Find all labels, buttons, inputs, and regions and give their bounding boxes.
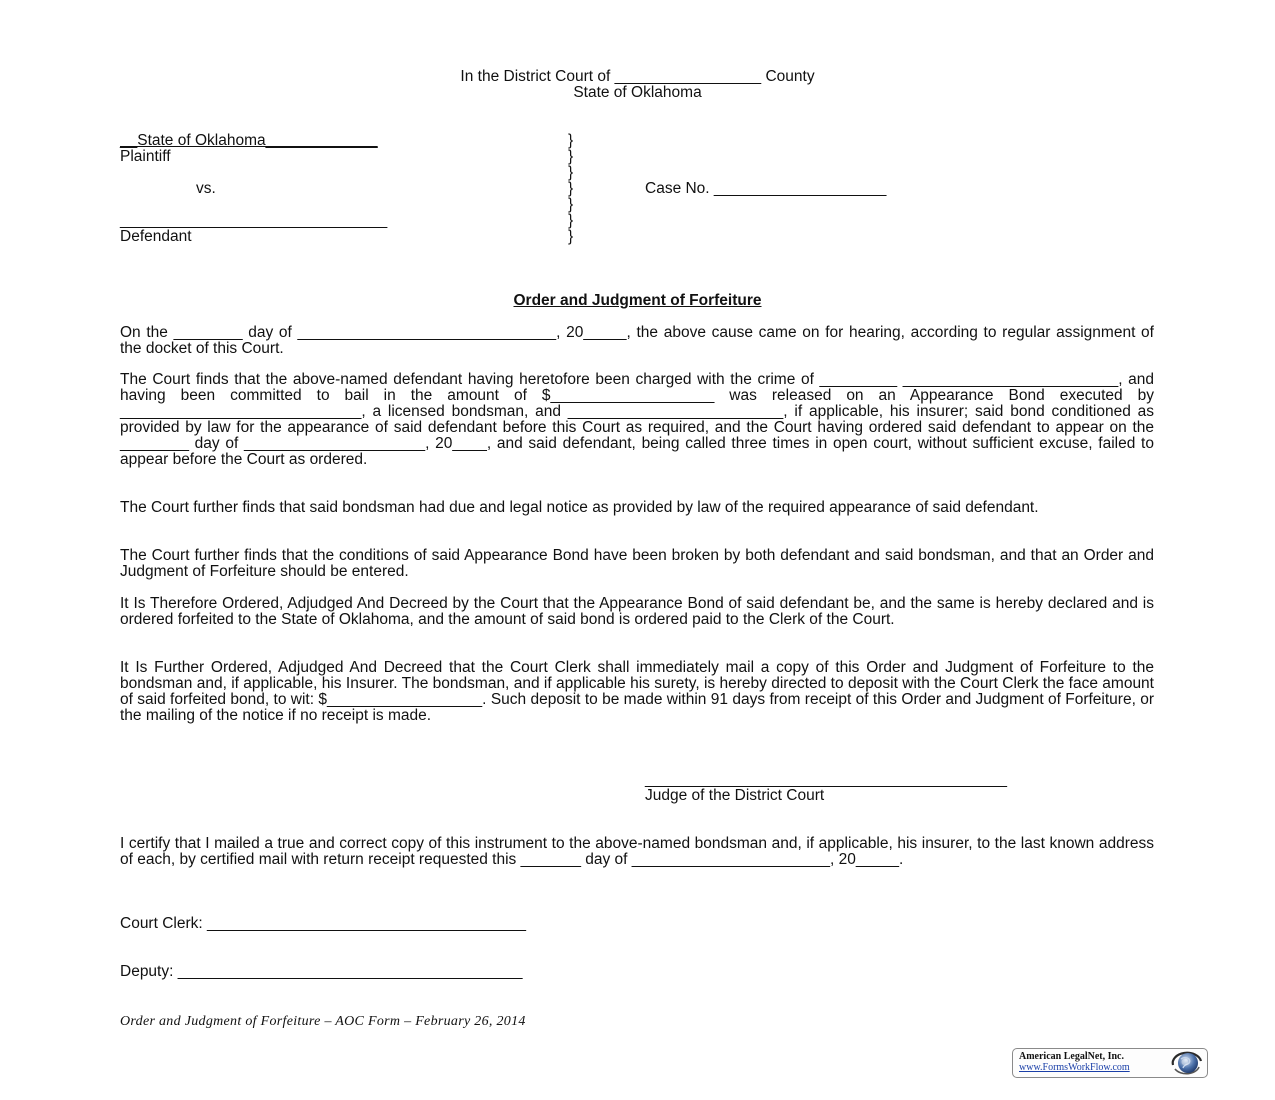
court-clerk-signature: Court Clerk: _____________________________________	[120, 915, 526, 932]
caption-brace: }	[568, 228, 574, 245]
judge-signature-line: __________________________________________	[645, 771, 1008, 788]
caption-brace: }	[568, 196, 574, 213]
defendant-label: Defendant	[120, 228, 192, 245]
versus-label: vs.	[196, 180, 216, 197]
defendant-blank: _______________________________	[120, 212, 388, 229]
mailing-certificate: I certify that I mailed a true and correct copy of this instrument to the above-named bondsman and, if applicable, his insurer, to the last known address of each, by certified mail with return receipt requested this _______ day of _______________________, 20_____.	[120, 835, 1154, 868]
logo-company-name: American LegalNet, Inc.	[1019, 1051, 1124, 1062]
findings-paragraph: The Court finds that the above-named defendant having heretofore been charged with the crime of _________ _________________________, and having been committed to bail in the amount of $___________________ was released on an Appearance Bond executed by ____________________________, a licensed bondsman, and _________________________, if applicable, his insurer; said bond conditioned as provided by law for the appearance of said defendant before this Court as required, and the Court having ordered said defendant to appear on the ________ day of _____________________, 20____, and said defendant, being called three times in open court, without sufficient excuse, failed to appear before the Court as ordered.	[120, 371, 1154, 468]
notice-paragraph: The Court further finds that said bondsman had due and legal notice as provided by law of the required appearance of said defendant.	[120, 499, 1039, 516]
conditions-paragraph: The Court further finds that the conditions of said Appearance Bond have been broken by both defendant and said bondsman, and that an Order and Judgment of Forfeiture should be entered.	[120, 547, 1154, 580]
order-paragraph: It Is Therefore Ordered, Adjudged And Decreed by the Court that the Appearance Bond of said defendant be, and the same is hereby declared and is ordered forfeited to the State of Oklahoma, and the amount of said bond is ordered paid to the Clerk of the Court.	[120, 595, 1154, 628]
deputy-signature: Deputy: ________________________________________	[120, 963, 523, 980]
logo-url-link[interactable]: www.FormsWorkFlow.com	[1019, 1062, 1130, 1073]
caption-brace: }	[568, 164, 574, 181]
hearing-paragraph: On the ________ day of ______________________________, 20_____, the above cause came on for hearing, according to regular assignment of the docket of this Court.	[120, 324, 1154, 357]
plaintiff-name: __State of Oklahoma_____________	[120, 132, 378, 149]
legalnet-logo[interactable]	[1012, 1048, 1208, 1078]
judge-label: Judge of the District Court	[645, 787, 825, 804]
document-title: Order and Judgment of Forfeiture	[513, 292, 762, 309]
caption-brace: }	[568, 148, 574, 165]
state-header: State of Oklahoma	[573, 84, 702, 101]
plaintiff-label: Plaintiff	[120, 148, 171, 165]
court-header: In the District Court of _________________ County	[460, 68, 815, 85]
deposit-paragraph: It Is Further Ordered, Adjudged And Decreed that the Court Clerk shall immediately mail a copy of this Order and Judgment of Forfeiture to the bondsman and, if applicable, his Insurer. The bondsman, and if applicable his surety, is hereby directed to deposit with the Court Clerk the face amount of said forfeited bond, to wit: $__________________. Such deposit to be made within 91 days from receipt of this Order and Judgment of Forfeiture, or the mailing of the notice if no receipt is made.	[120, 659, 1154, 724]
form-footer: Order and Judgment of Forfeiture – AOC Form – February 26, 2014	[120, 1014, 526, 1029]
caption-brace: }	[568, 212, 574, 229]
case-number-field: Case No. ____________________	[645, 180, 887, 197]
caption-brace: }	[568, 180, 574, 197]
globe-icon	[1169, 1049, 1205, 1077]
caption-brace: }	[568, 132, 574, 149]
